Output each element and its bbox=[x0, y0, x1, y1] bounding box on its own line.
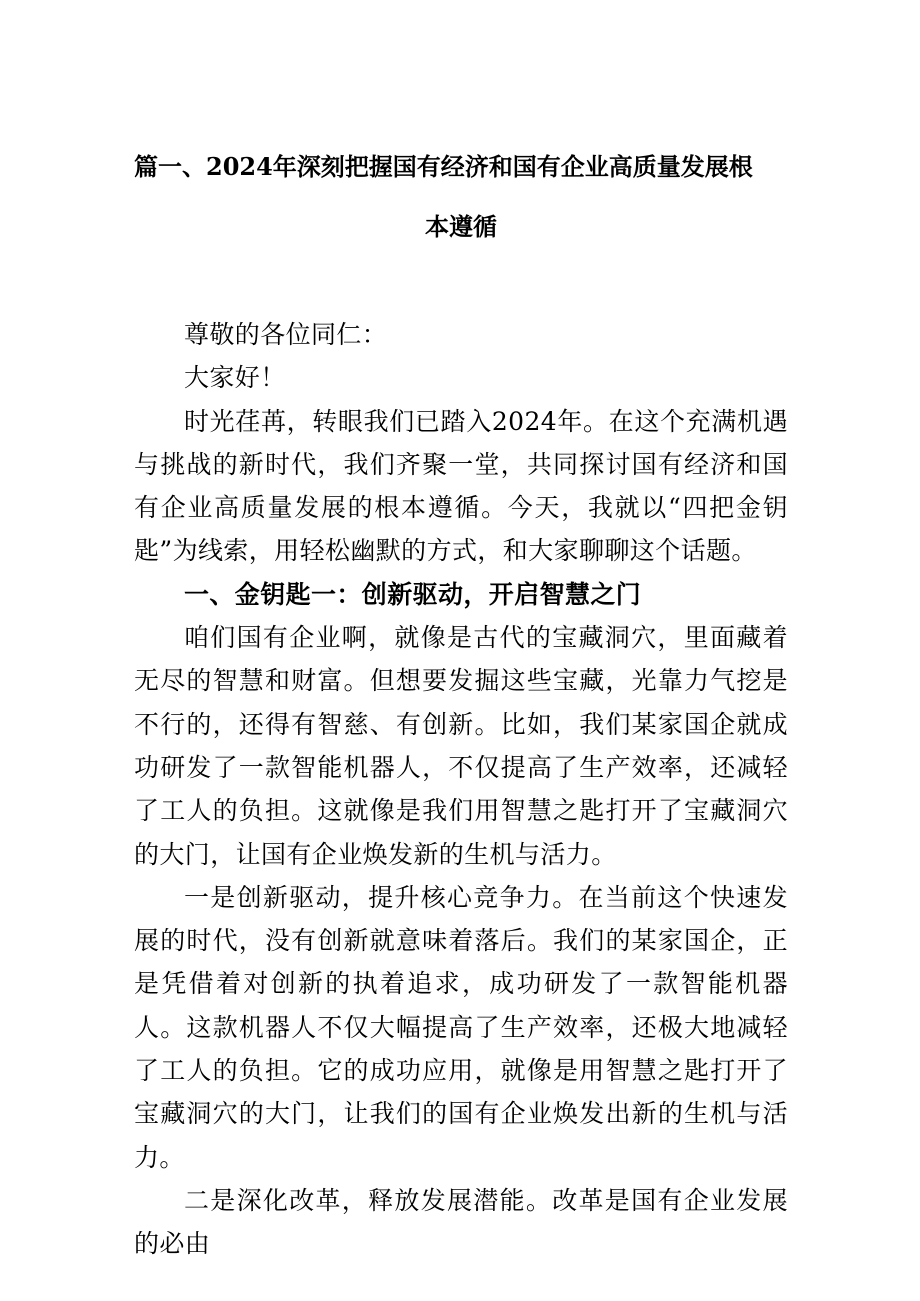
body-paragraph: 时光荏苒，转眼我们已踏入2024年。在这个充满机遇与挑战的新时代，我们齐聚一堂，共同探讨国有经济和国有企业高质量发展的根本遵循。今天，我就以“四把金钥匙”为线索，用轻松幽默的方式，和大家聊聊这个话题。 bbox=[134, 406, 788, 566]
body-paragraph: 咱们国有企业啊，就像是古代的宝藏洞穴，里面藏着无尽的智慧和财富。但想要发掘这些宝藏，光靠力气挖是不行的，还得有智慈、有创新。比如，我们某家国企就成功研发了一款智能机器人，不仅提高了生产效率，还减轻了工人的负担。这就像是我们用智慧之匙打开了宝藏洞穴的大门，让国有企业焕发新的生机与活力。 bbox=[134, 623, 788, 869]
salutation: 尊敬的各位同仁： bbox=[184, 320, 388, 349]
document-body bbox=[134, 313, 788, 1266]
section-heading: 一、金钥匙一：创新驱动，开启智慧之门 bbox=[184, 579, 642, 609]
document-title-line-1: 篇一、2024年深刻把握国有经济和国有企业高质量发展根 bbox=[134, 152, 753, 181]
body-paragraph: 一是创新驱动，提升核心竞争力。在当前这个快速发展的时代，没有创新就意味着落后。我们的某家国企，正是凭借着对创新的执着追求，成功研发了一款智能机器人。这款机器人不仅大幅提高了生产效率，还极大地减轻了工人的负担。它的成功应用，就像是用智慧之匙打开了宝藏洞穴的大门，让我们的国有企业焕发出新的生机与活力。 bbox=[134, 882, 788, 1172]
document-title-line-2: 本遵循 bbox=[425, 212, 497, 241]
body-paragraph: 二是深化改革，释放发展潜能。改革是国有企业发展的必由 bbox=[134, 1185, 788, 1259]
greeting: 大家好！ bbox=[184, 363, 286, 393]
